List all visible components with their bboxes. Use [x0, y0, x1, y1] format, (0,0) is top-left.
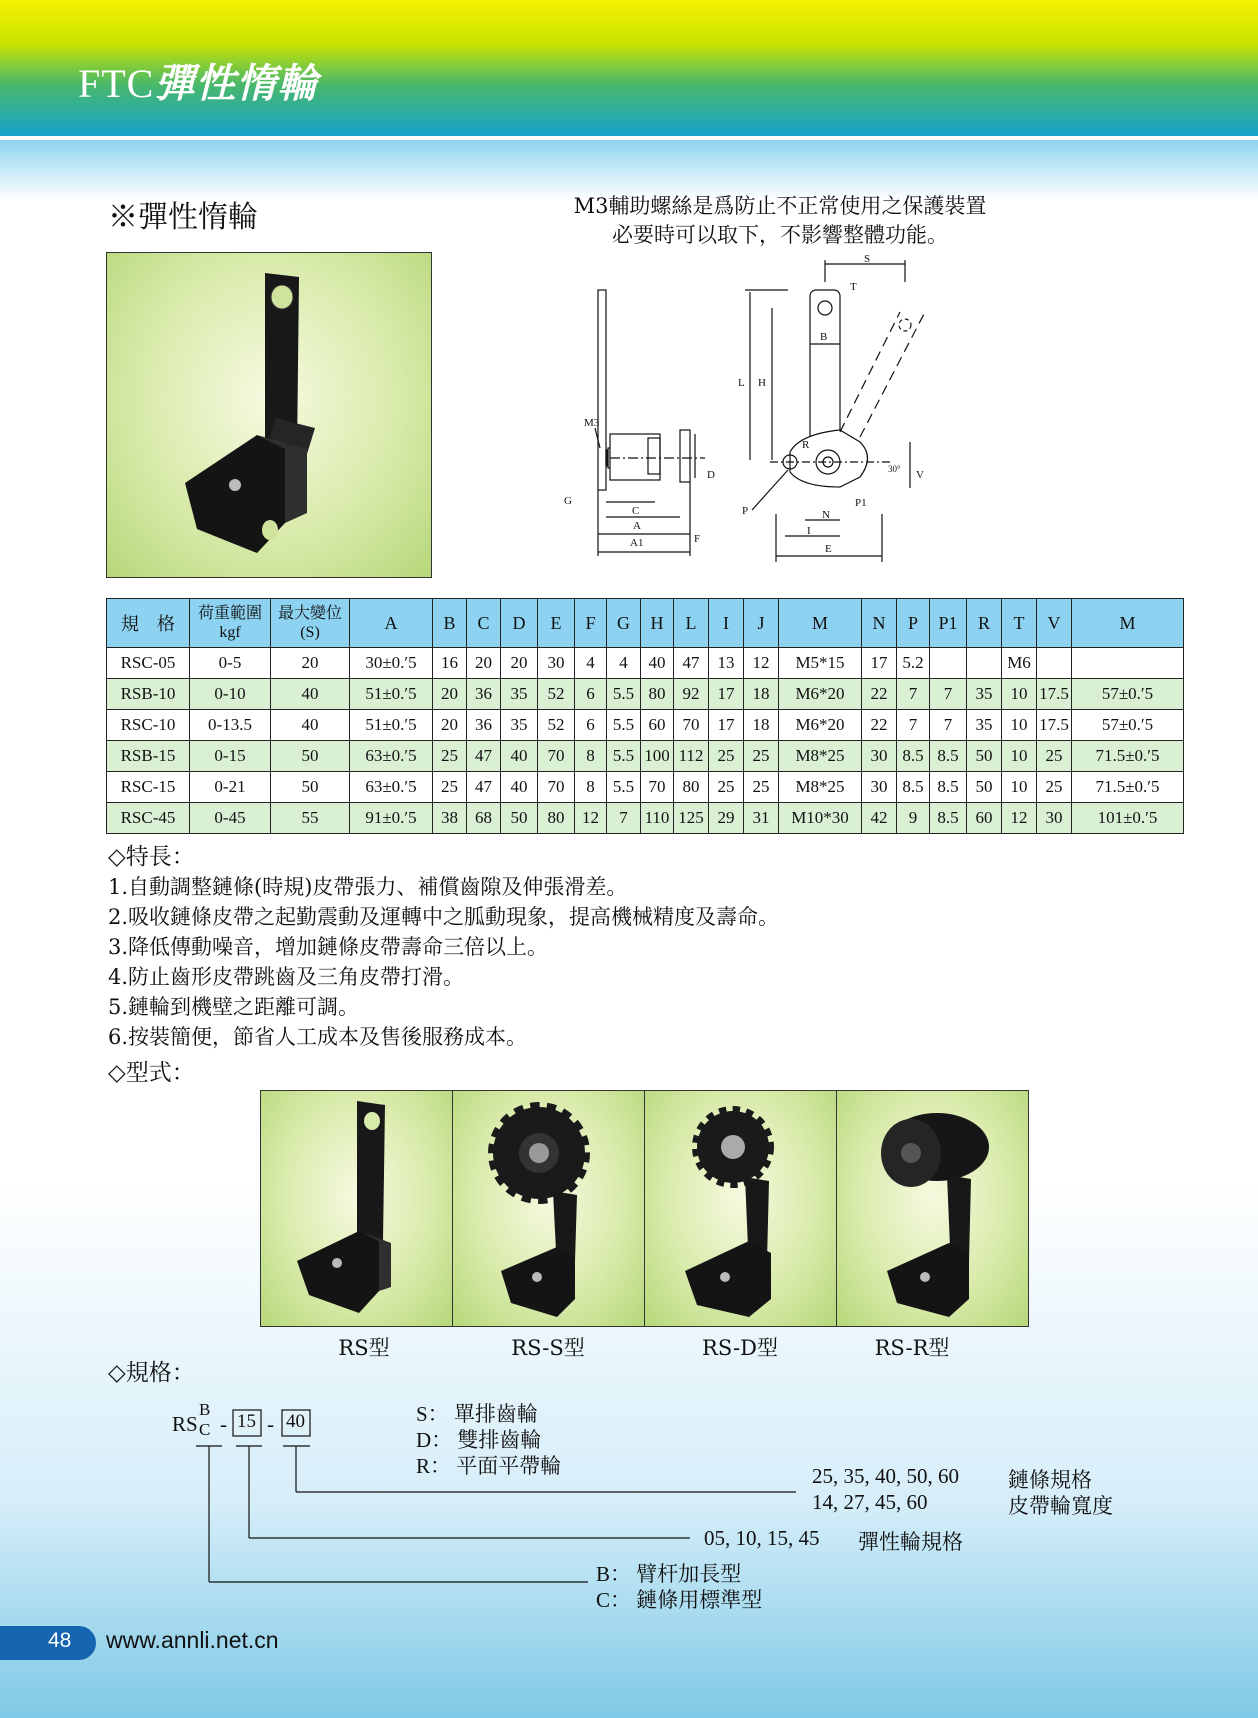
table-cell: 35 [501, 679, 538, 710]
header-title-text: 彈性惰輪 [154, 61, 319, 106]
model-code-cell: RSB-10 [107, 679, 190, 710]
table-cell: 25 [433, 772, 467, 803]
table-cell: 63±0.′5 [350, 741, 433, 772]
table-cell: 91±0.′5 [350, 803, 433, 834]
table-cell: 51±0.′5 [350, 679, 433, 710]
table-cell: 70 [538, 741, 575, 772]
table-cell: 35 [967, 679, 1002, 710]
table-cell: 7 [607, 803, 641, 834]
code-box-40-text: 40 [286, 1411, 305, 1432]
dim-N: N [822, 509, 830, 521]
code-top-letter: B [199, 1400, 211, 1419]
col-header: 荷重範圍 kgf [190, 599, 271, 648]
col-header: M [779, 599, 862, 648]
table-cell: M5*15 [779, 648, 862, 679]
dim-L: L [738, 377, 745, 389]
table-cell: 22 [862, 679, 897, 710]
table-cell: 5.5 [607, 741, 641, 772]
table-cell: 20 [501, 648, 538, 679]
col-header: G [607, 599, 641, 648]
col-header: 最大變位 (S) [271, 599, 350, 648]
code-dash: - [267, 1412, 274, 1436]
table-cell: 71.5±0.′5 [1072, 741, 1184, 772]
table-cell: 35 [967, 710, 1002, 741]
table-cell: 52 [538, 679, 575, 710]
table-cell: 40 [271, 710, 350, 741]
table-cell: M6*20 [779, 710, 862, 741]
table-cell: 92 [674, 679, 709, 710]
table-cell: 18 [744, 710, 779, 741]
chain-values: 25, 35, 40, 50, 60 [812, 1464, 959, 1488]
dim-A: A [633, 520, 641, 532]
table-cell: 101±0.′5 [1072, 803, 1184, 834]
table-cell: 80 [538, 803, 575, 834]
table-cell: 18 [744, 679, 779, 710]
table-cell: 6 [575, 710, 607, 741]
size-label: 彈性輪規格 [858, 1530, 963, 1554]
feature-item: 3.降低傳動噪音，增加鏈條皮帶壽命三倍以上。 [108, 935, 549, 959]
table-cell: 20 [433, 710, 467, 741]
table-cell: 10 [1002, 710, 1037, 741]
table-cell: 0-5 [190, 648, 271, 679]
feature-item: 1.自動調整鏈條(時規)皮帶張力、補償齒隙及伸張滑差。 [108, 875, 628, 899]
col-header: P1 [930, 599, 967, 648]
table-cell: 57±0.′5 [1072, 679, 1184, 710]
table-cell: 71.5±0.′5 [1072, 772, 1184, 803]
feature-item: 4.防止齒形皮帶跳齒及三角皮帶打滑。 [108, 965, 465, 989]
table-cell: 7 [897, 679, 930, 710]
table-cell: 5.5 [607, 710, 641, 741]
model-code-cell: RSC-10 [107, 710, 190, 741]
code-prefix: RS [172, 1412, 198, 1436]
model-label-rs-r: RS-R型 [874, 1336, 950, 1360]
table-cell: 10 [1002, 679, 1037, 710]
table-cell: 22 [862, 710, 897, 741]
table-cell: 25 [709, 772, 744, 803]
dim-M3: M3 [584, 417, 600, 429]
code-dash: - [220, 1412, 227, 1436]
dim-B: B [820, 331, 828, 343]
table-cell: 110 [641, 803, 674, 834]
type-key: S： [416, 1402, 449, 1426]
col-header: R [967, 599, 1002, 648]
table-cell: 80 [674, 772, 709, 803]
table-cell: 125 [674, 803, 709, 834]
col-header: A [350, 599, 433, 648]
table-cell: 0-13.5 [190, 710, 271, 741]
feature-item: 2.吸收鏈條皮帶之起勤震動及運轉中之胍動現象，提高機械精度及壽命。 [108, 905, 780, 929]
table-cell: M6*20 [779, 679, 862, 710]
dim-P1: P1 [855, 497, 867, 509]
table-cell: 36 [467, 710, 501, 741]
table-cell: 8.5 [930, 803, 967, 834]
table-cell: 38 [433, 803, 467, 834]
col-header: H [641, 599, 674, 648]
belt-values: 14, 27, 45, 60 [812, 1490, 928, 1514]
brand-text: FTC [78, 61, 155, 106]
col-header: D [501, 599, 538, 648]
belt-label: 皮帶輪寬度 [1008, 1494, 1113, 1518]
table-cell: 5.2 [897, 648, 930, 679]
code-box-15-text: 15 [237, 1411, 256, 1432]
table-cell: 25 [709, 741, 744, 772]
dim-F: F [694, 533, 701, 545]
table-cell: 47 [467, 772, 501, 803]
type-desc: 雙排齒輪 [457, 1428, 542, 1452]
section-title: ※彈性惰輪 [108, 200, 258, 235]
models-title: ◇型式： [108, 1060, 195, 1086]
code-bottom-letter: C [199, 1420, 211, 1439]
model-code-cell: RSC-45 [107, 803, 190, 834]
col-header: 規 格 [107, 599, 190, 648]
table-cell: 8 [575, 772, 607, 803]
dim-I: I [807, 525, 811, 537]
arm-C [596, 1584, 762, 1614]
dim-E: E [825, 543, 832, 555]
table-cell: 30 [862, 772, 897, 803]
table-cell: 63±0.′5 [350, 772, 433, 803]
table-cell: 25 [744, 741, 779, 772]
table-cell: 0-15 [190, 741, 271, 772]
col-header: N [862, 599, 897, 648]
dim-P: P [742, 505, 749, 517]
table-cell: 50 [271, 772, 350, 803]
table-cell: 12 [575, 803, 607, 834]
table-cell: 0-10 [190, 679, 271, 710]
dim-V: V [916, 469, 924, 481]
col-header: J [744, 599, 779, 648]
dim-angle: 30° [888, 464, 901, 474]
website-link[interactable]: www.annli.net.cn [106, 1627, 279, 1653]
table-cell: 8.5 [930, 772, 967, 803]
type-desc: 單排齒輪 [453, 1402, 538, 1426]
table-cell: 70 [641, 772, 674, 803]
table-cell: 47 [674, 648, 709, 679]
dim-D: D [707, 469, 715, 481]
model-label-rs-d: RS-D型 [702, 1336, 778, 1360]
table-cell: 5.5 [607, 679, 641, 710]
table-cell: 51±0.′5 [350, 710, 433, 741]
table-cell: 13 [709, 648, 744, 679]
type-R [416, 1450, 561, 1480]
table-cell: 6 [575, 679, 607, 710]
spec-code-title: ◇規格： [108, 1360, 195, 1386]
table-cell: 50 [967, 741, 1002, 772]
model-code-cell: RSB-15 [107, 741, 190, 772]
table-cell: 7 [930, 679, 967, 710]
table-cell: 17 [709, 710, 744, 741]
table-cell: 42 [862, 803, 897, 834]
table-cell: 29 [709, 803, 744, 834]
col-header: I [709, 599, 744, 648]
col-header: C [467, 599, 501, 648]
table-cell: 57±0.′5 [1072, 710, 1184, 741]
table-cell: M8*25 [779, 772, 862, 803]
features-title: ◇特長： [108, 844, 195, 870]
table-cell: 40 [271, 679, 350, 710]
table-cell: 20 [271, 648, 350, 679]
col-header: E [538, 599, 575, 648]
table-cell: 17.5 [1037, 679, 1072, 710]
table-cell: 55 [271, 803, 350, 834]
table-cell: 20 [433, 679, 467, 710]
arm-desc: 鏈條用標準型 [636, 1588, 763, 1612]
dim-S: S [864, 253, 871, 265]
model-code-cell: RSC-05 [107, 648, 190, 679]
dim-T: T [850, 281, 857, 293]
table-cell: 17 [862, 648, 897, 679]
table-cell: M6 [1002, 648, 1037, 679]
table-cell: 30 [1037, 803, 1072, 834]
table-cell: 80 [641, 679, 674, 710]
table-cell: M10*30 [779, 803, 862, 834]
table-cell: 30±0.′5 [350, 648, 433, 679]
table-cell: 47 [467, 741, 501, 772]
table-cell: 52 [538, 710, 575, 741]
table-cell: 17.5 [1037, 710, 1072, 741]
table-cell: 25 [433, 741, 467, 772]
table-cell: 7 [930, 710, 967, 741]
table-cell: 0-45 [190, 803, 271, 834]
table-cell: 40 [641, 648, 674, 679]
table-cell: 60 [967, 803, 1002, 834]
dim-H: H [758, 377, 766, 389]
table-cell: 17 [709, 679, 744, 710]
table-cell: 12 [1002, 803, 1037, 834]
chain-label: 鏈條規格 [1008, 1468, 1092, 1492]
table-cell: 60 [641, 710, 674, 741]
col-header: M [1072, 599, 1184, 648]
table-cell: 36 [467, 679, 501, 710]
table-cell: 50 [271, 741, 350, 772]
type-key: D： [416, 1428, 453, 1452]
type-desc: 平面平帶輪 [456, 1454, 562, 1478]
table-cell: 8.5 [897, 772, 930, 803]
col-header: T [1002, 599, 1037, 648]
table-cell: 70 [538, 772, 575, 803]
dim-G: G [564, 495, 572, 507]
table-cell: 31 [744, 803, 779, 834]
table-cell: 50 [501, 803, 538, 834]
table-cell: 25 [744, 772, 779, 803]
dim-R: R [802, 439, 810, 451]
table-cell: 8.5 [930, 741, 967, 772]
col-header: L [674, 599, 709, 648]
table-cell: 12 [744, 648, 779, 679]
arm-desc: 臂杆加長型 [636, 1562, 742, 1586]
dim-A1: A1 [630, 537, 644, 549]
table-cell: 70 [674, 710, 709, 741]
table-cell: M8*25 [779, 741, 862, 772]
model-code-cell: RSC-15 [107, 772, 190, 803]
model-label-rs-s: RS-S型 [511, 1336, 585, 1360]
table-cell: 100 [641, 741, 674, 772]
col-header: P [897, 599, 930, 648]
table-cell: 25 [1037, 772, 1072, 803]
table-cell: 5.5 [607, 772, 641, 803]
note-line-1: M3輔助螺絲是爲防止不正常使用之保護裝置 [573, 194, 987, 218]
arm-key: C： [596, 1588, 632, 1612]
table-cell: 4 [575, 648, 607, 679]
page-number: 48 [48, 1629, 72, 1652]
table-cell: 7 [897, 710, 930, 741]
table-cell: 25 [1037, 741, 1072, 772]
table-cell: 40 [501, 741, 538, 772]
table-cell: 0-21 [190, 772, 271, 803]
table-cell: 8 [575, 741, 607, 772]
table-cell: 30 [538, 648, 575, 679]
type-key: R： [416, 1454, 452, 1478]
col-header: F [575, 599, 607, 648]
size-values: 05, 10, 15, 45 [704, 1526, 820, 1550]
table-cell: 10 [1002, 772, 1037, 803]
table-cell: 4 [607, 648, 641, 679]
table-cell: 30 [862, 741, 897, 772]
table-cell: 8.5 [897, 741, 930, 772]
note-line-2: 必要時可以取下，不影響整體功能。 [612, 223, 948, 247]
table-cell: 50 [967, 772, 1002, 803]
model-label-rs: RS型 [338, 1336, 390, 1360]
col-header: B [433, 599, 467, 648]
table-cell: 35 [501, 710, 538, 741]
table-cell: 16 [433, 648, 467, 679]
table-cell: 40 [501, 772, 538, 803]
feature-item: 5.鏈輪到機壁之距離可調。 [108, 995, 360, 1019]
table-cell: 68 [467, 803, 501, 834]
table-cell: 20 [467, 648, 501, 679]
dim-C: C [632, 505, 640, 517]
table-cell: 112 [674, 741, 709, 772]
arm-key: B： [596, 1562, 632, 1586]
table-cell: 10 [1002, 741, 1037, 772]
col-header: V [1037, 599, 1072, 648]
feature-item: 6.按裝簡便，節省人工成本及售後服務成本。 [108, 1025, 528, 1049]
table-cell: 9 [897, 803, 930, 834]
